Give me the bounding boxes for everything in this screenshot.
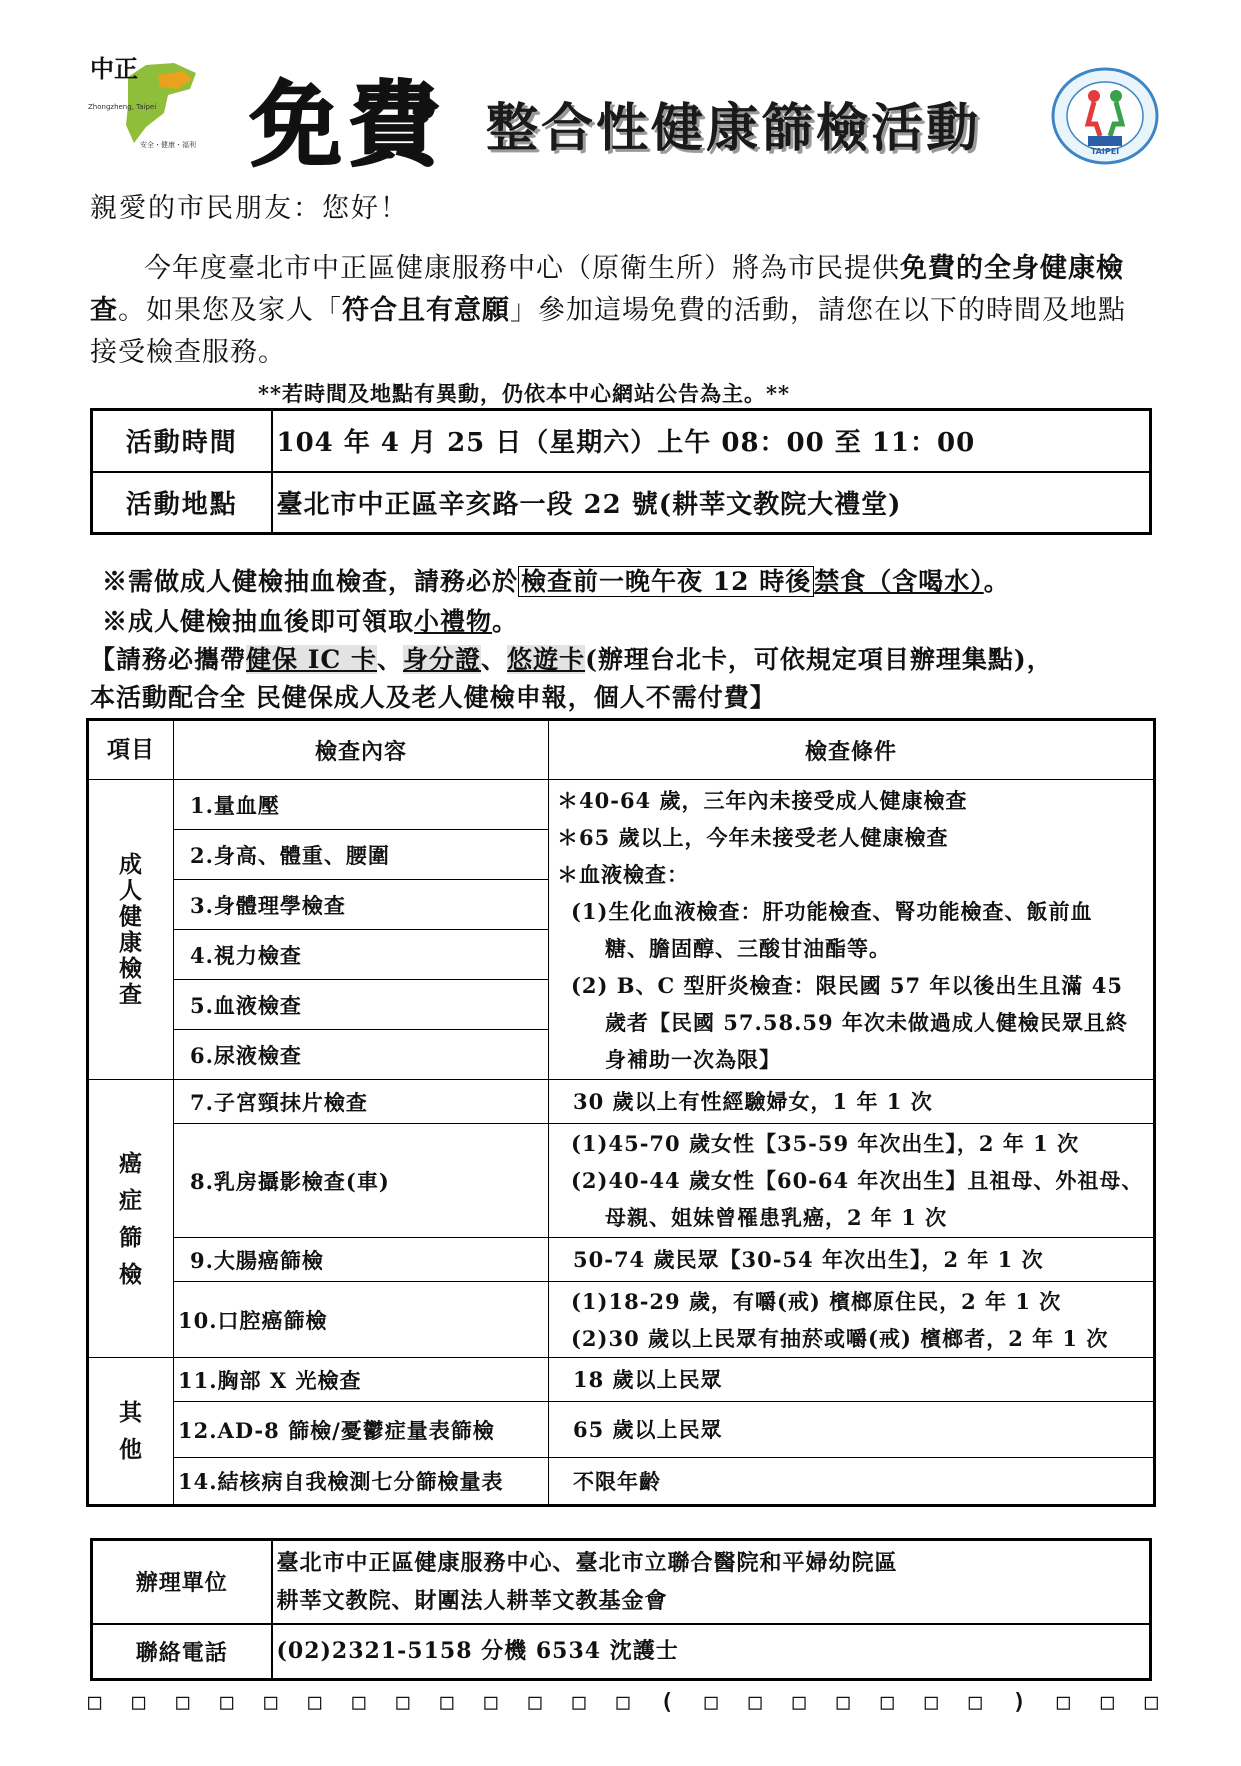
footer-glyph: □ [836, 1690, 850, 1715]
category-cancer: 癌症篩檢 [88, 1080, 174, 1358]
table-row-item: 7.子宮頸抹片檢查 [174, 1080, 549, 1124]
table-row-item: 3.身體理學檢查 [174, 880, 549, 930]
fasting-underline: 禁食（含喝水） [814, 567, 984, 596]
svg-text:TAIPEI: TAIPEI [1090, 147, 1120, 156]
organizer-table [90, 1538, 1152, 1681]
table-row-condition: 18 歲以上民眾 [549, 1358, 1155, 1402]
easycard: 悠遊卡 [507, 645, 586, 674]
adult-conditions: ＊40-64 歲，三年內未接受成人健康檢查 ＊65 歲以上，今年未接受老人健康檢查 ＊血液檢查： (1)生化血液檢查：肝功能檢查、腎功能檢查、飯前血 糖、膽固醇、三酸甘油酯等。 (2) B、C 型肝炎檢查：限民國 57 年以後出生且滿 45 歲者【民國 57.58.59 年次未做過成人健檢民眾且終 身補助一次為限】 [549, 780, 1155, 1080]
header-condition: 檢查條件 [549, 720, 1155, 780]
footer-glyph: □ [88, 1690, 102, 1715]
eligibility-emphasis: 符合且有意願 [342, 295, 510, 326]
footer-glyph: □ [748, 1690, 762, 1715]
screening-table [86, 718, 1156, 1507]
footer-glyph: □ [308, 1690, 322, 1715]
free-checkup-emphasis: 免費的全身健康檢查 [90, 253, 1124, 326]
organizer-label: 辦理單位 [92, 1540, 272, 1624]
footer-glyph: □ [704, 1690, 718, 1715]
table-row-item: 8.乳房攝影檢查(車) [174, 1124, 549, 1238]
footer-glyph: □ [792, 1690, 806, 1715]
footer-glyph: □ [616, 1690, 630, 1715]
footer-glyph: □ [264, 1690, 278, 1715]
table-row-condition: 65 歲以上民眾 [549, 1402, 1155, 1458]
footer-glyph: □ [132, 1690, 146, 1715]
event-time-label: 活動時間 [92, 410, 272, 472]
event-info-table [90, 408, 1152, 535]
table-row-condition: (1)18-29 歲，有嚼(戒) 檳榔原住民，2 年 1 次 (2)30 歲以上民眾有抽菸或嚼(戒) 檳榔者，2 年 1 次 [549, 1282, 1155, 1358]
footer-glyph: □ [528, 1690, 542, 1715]
footer-glyph: □ [924, 1690, 938, 1715]
intro-paragraph: 今年度臺北市中正區健康服務中心（原衛生所）將為市民提供免費的全身健康檢查。如果您及家人「符合且有意願」參加這場免費的活動，請您在以下的時間及地點接受檢查服務。 [90, 253, 1126, 368]
table-row-condition: 50-74 歲民眾【30-54 年次出生】，2 年 1 次 [549, 1238, 1155, 1282]
footer-glyph: ( [660, 1690, 674, 1715]
table-row-item: 12.AD-8 篩檢/憂鬱症量表篩檢 [174, 1402, 549, 1458]
table-row-condition: 不限年齡 [549, 1458, 1155, 1506]
greeting: 親愛的市民朋友：您好！ [90, 193, 409, 224]
footer-glyph: □ [880, 1690, 894, 1715]
phone-value: (02)2321-5158 分機 6534 沈護士 [272, 1624, 1151, 1680]
table-row-item: 9.大腸癌篩檢 [174, 1238, 549, 1282]
footer-glyph: □ [1144, 1690, 1158, 1715]
table-row-item: 4.視力檢查 [174, 930, 549, 980]
fasting-warning: ※需做成人健檢抽血檢查，請務必於 檢查前一晚午夜 12 時後 禁食（含喝水）。 [102, 567, 1010, 596]
footer-glyph: □ [176, 1690, 190, 1715]
footer-glyph: □ [1100, 1690, 1114, 1715]
table-row-item: 1.量血壓 [174, 780, 549, 830]
svg-text:安全・健康・福利: 安全・健康・福利 [140, 141, 196, 149]
svg-text:Zhongzheng, Taipei: Zhongzheng, Taipei [88, 103, 157, 111]
table-row-item: 2.身高、體重、腰圍 [174, 830, 549, 880]
gift-underline: 小禮物 [414, 607, 493, 636]
free-heading: 免費 [250, 72, 447, 179]
table-row-item: 14.結核病自我檢測七分篩檢量表 [174, 1458, 549, 1506]
table-row-condition: (1)45-70 歲女性【35-59 年次出生】，2 年 1 次 (2)40-44 歲女性【60-64 年次出生】且祖母、外祖母、 母親、姐妹曾罹患乳癌，2 年 1 次 [549, 1124, 1155, 1238]
footer-glyph: □ [352, 1690, 366, 1715]
page-title: 整合性健康篩檢活動 [486, 99, 982, 159]
no-fee-line: 本活動配合全 民健保成人及老人健檢申報，個人不需付費】 [90, 683, 776, 712]
footer-glyph: □ [396, 1690, 410, 1715]
organizer-value: 臺北市中正區健康服務中心、臺北市立聯合醫院和平婦幼院區 耕莘文教院、財團法人耕莘文教基金會 [272, 1540, 1151, 1624]
gift-notice: ※成人健檢抽血後即可領取小禮物。 [102, 607, 519, 636]
table-row-item: 11.胸部 X 光檢查 [174, 1358, 549, 1402]
bring-items-line: 【請務必攜帶健保 IC 卡、身分證、悠遊卡(辦理台北卡，可依規定項目辦理集點)， [90, 645, 1053, 674]
footer-glyph: □ [484, 1690, 498, 1715]
event-place-label: 活動地點 [92, 472, 272, 534]
change-notice: **若時間及地點有異動，仍依本中心網站公告為主。** [258, 381, 790, 406]
footer-glyph: □ [220, 1690, 234, 1715]
phone-label: 聯絡電話 [92, 1624, 272, 1680]
table-row-item: 10.口腔癌篩檢 [174, 1282, 549, 1358]
category-adult: 成人健康檢查 [88, 780, 174, 1080]
event-time-value: 104 年 4 月 25 日（星期六）上午 08：00 至 11：00 [272, 410, 1151, 472]
taipei-health-seal [1050, 66, 1160, 166]
table-row-condition: 30 歲以上有性經驗婦女，1 年 1 次 [549, 1080, 1155, 1124]
footer-glyph: ) [1012, 1690, 1026, 1715]
footer-glyph: □ [1056, 1690, 1070, 1715]
svg-text:中正: 中正 [90, 55, 138, 83]
footer-glyph: □ [968, 1690, 982, 1715]
id-card: 身分證 [403, 645, 482, 674]
footer-missing-glyphs [88, 1690, 1158, 1715]
zhongzheng-logo [88, 55, 214, 150]
category-other: 其他 [88, 1358, 174, 1506]
header-content: 檢查內容 [174, 720, 549, 780]
fasting-time-box: 檢查前一晚午夜 12 時後 [518, 566, 814, 597]
event-place-value: 臺北市中正區辛亥路一段 22 號(耕莘文教院大禮堂) [272, 472, 1151, 534]
header-item: 項目 [88, 720, 174, 780]
footer-glyph: □ [440, 1690, 454, 1715]
footer-glyph: □ [572, 1690, 586, 1715]
health-ic-card: 健保 IC 卡 [246, 645, 378, 674]
table-row-item: 5.血液檢查 [174, 980, 549, 1030]
table-row-item: 6.尿液檢查 [174, 1030, 549, 1080]
